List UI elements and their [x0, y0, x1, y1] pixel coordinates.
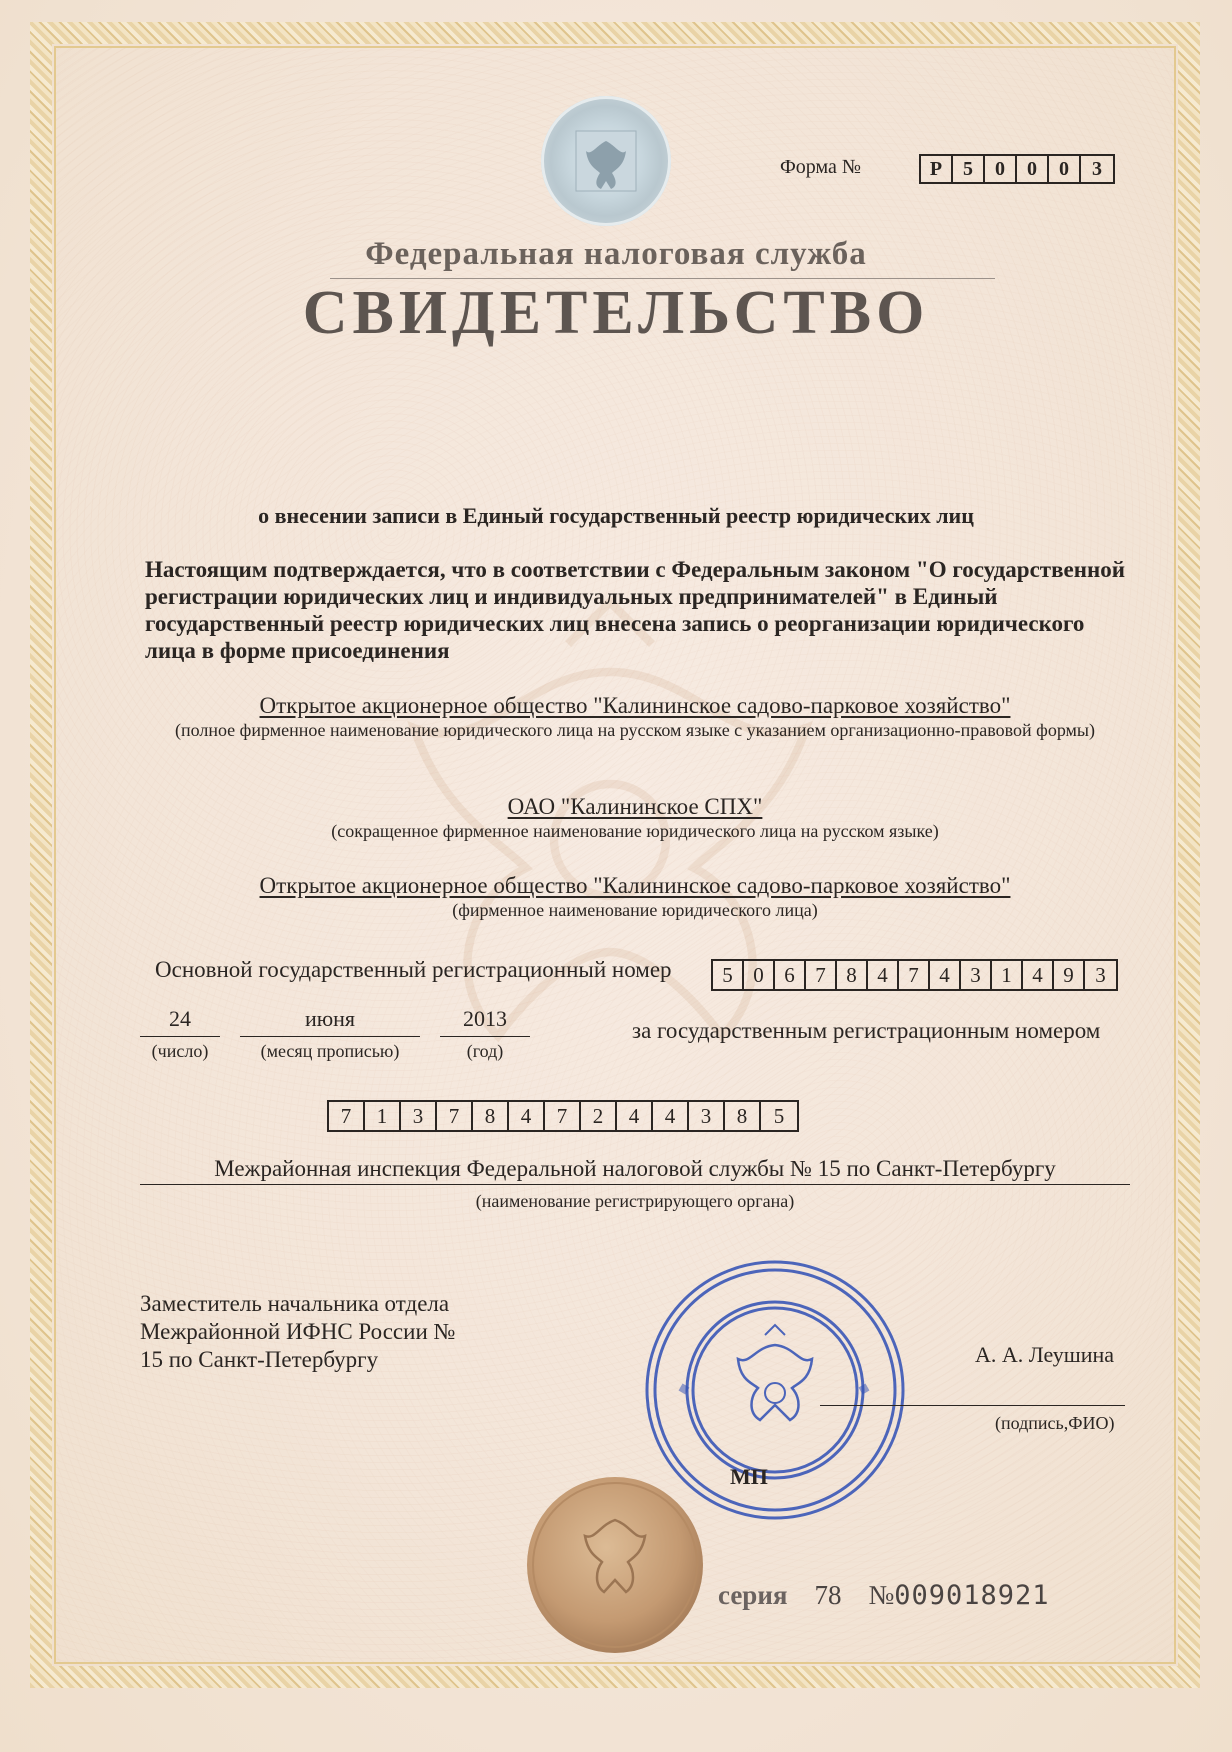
- ogrn-digit: 3: [961, 961, 992, 989]
- stamp-place-label: МП: [730, 1464, 768, 1489]
- grn-cells: [327, 1100, 799, 1132]
- date-month-caption: (месяц прописью): [260, 1041, 400, 1061]
- confirmation-text: Настоящим подтверждается, что в соответствии с Федеральным законом "О государственной регистрации юридических лиц и индивидуальных предпринимателей" в Единый государственный реестр юридических лиц внесена запись о реорганизации юридического лица в форме присоединения: [145, 557, 1125, 663]
- grn-digit: 7: [329, 1102, 365, 1130]
- grn-digit: 8: [725, 1102, 761, 1130]
- date-year-value: 2013: [440, 1006, 530, 1037]
- grn-digit: 5: [773, 1103, 785, 1128]
- grn-digit: 3: [401, 1102, 437, 1130]
- form-code-cell: 5: [953, 156, 985, 182]
- number-sign: №: [868, 1580, 895, 1610]
- form-code-cell: 3: [1092, 157, 1102, 180]
- ogrn-digit: 4: [1023, 961, 1054, 989]
- series-number: [718, 1580, 1050, 1611]
- grn-text: за государственным регистрационным номером: [632, 1018, 1101, 1043]
- ogrn-digit: 4: [868, 961, 899, 989]
- form-number-label: Форма №: [780, 156, 861, 178]
- form-code-cell: 0: [1017, 156, 1049, 182]
- ogrn-digit: 7: [899, 961, 930, 989]
- ogrn-digit: 7: [806, 961, 837, 989]
- full-name-caption: (полное фирменное наименование юридического лица на русском языке с указанием организационно-правовой формы): [174, 720, 1096, 740]
- golden-seal-icon: [520, 1470, 710, 1660]
- hologram-emblem: [541, 96, 671, 226]
- grn-digit: 1: [365, 1102, 401, 1130]
- form-code-cells: [919, 154, 1115, 184]
- service-title: Федеральная налоговая служба: [365, 236, 867, 272]
- registering-authority-value: Межрайонная инспекция Федеральной налоговой службы № 15 по Санкт-Петербургу: [140, 1156, 1130, 1185]
- ogrn-digit: 9: [1054, 961, 1085, 989]
- signer-position: Заместитель начальника отдела Межрайонной ИФНС России № 15 по Санкт-Петербургу: [140, 1291, 456, 1372]
- firm-name-caption: (фирменное наименование юридического лица): [452, 900, 818, 920]
- ogrn-digit: 4: [930, 961, 961, 989]
- grn-digit: 4: [509, 1102, 545, 1130]
- ogrn-digit: 8: [837, 961, 868, 989]
- short-name-field: [140, 794, 1130, 842]
- date-year-caption: (год): [466, 1041, 504, 1061]
- signer-name: А. А. Леушина: [975, 1342, 1115, 1367]
- firm-name-field: [140, 873, 1130, 921]
- certificate-subtitle: о внесении записи в Единый государственный реестр юридических лиц: [258, 503, 974, 528]
- grn-digit: 7: [545, 1102, 581, 1130]
- certificate-number: 009018921: [894, 1580, 1050, 1611]
- date-day-value: 24: [140, 1006, 220, 1037]
- short-name-caption: (сокращенное фирменное наименование юридического лица на русском языке): [331, 821, 939, 841]
- grn-digit: 8: [473, 1102, 509, 1130]
- form-code-cell: 0: [985, 156, 1017, 182]
- ogrn-label: Основной государственный регистрационный номер: [155, 957, 672, 982]
- date-month-value: июня: [240, 1006, 420, 1037]
- short-name-value: ОАО "Калининское СПХ": [507, 794, 763, 819]
- grn-digit: 4: [617, 1102, 653, 1130]
- ogrn-cells: [711, 959, 1118, 991]
- full-name-field: [140, 693, 1130, 741]
- date-month: [240, 1006, 420, 1062]
- series-label: серия: [718, 1580, 788, 1610]
- signature-caption: (подпись,ФИО): [995, 1413, 1115, 1433]
- ogrn-digit: 0: [744, 961, 775, 989]
- certificate-title: СВИДЕТЕЛЬСТВО: [302, 279, 930, 347]
- grn-digit: 4: [653, 1102, 689, 1130]
- date-day: [140, 1006, 220, 1062]
- grn-digit: 3: [689, 1102, 725, 1130]
- registering-authority-caption: (наименование регистрирующего органа): [475, 1191, 795, 1211]
- ogrn-digit: 5: [713, 961, 744, 989]
- signature-line: [820, 1405, 1125, 1406]
- date-day-caption: (число): [151, 1041, 209, 1061]
- grn-digit: 7: [437, 1102, 473, 1130]
- ogrn-digit: 1: [992, 961, 1023, 989]
- series-value: 78: [814, 1580, 842, 1610]
- form-code-cell: Р: [921, 156, 953, 182]
- form-code-cell: 0: [1049, 156, 1081, 182]
- date-year: [440, 1006, 530, 1062]
- firm-name-value: Открытое акционерное общество "Калининское садово-парковое хозяйство": [259, 873, 1011, 898]
- grn-digit: 2: [581, 1102, 617, 1130]
- registering-authority: [140, 1156, 1130, 1212]
- ogrn-digit: 3: [1095, 962, 1106, 987]
- full-name-value: Открытое акционерное общество "Калининское садово-парковое хозяйство": [259, 693, 1011, 718]
- ogrn-digit: 6: [775, 961, 806, 989]
